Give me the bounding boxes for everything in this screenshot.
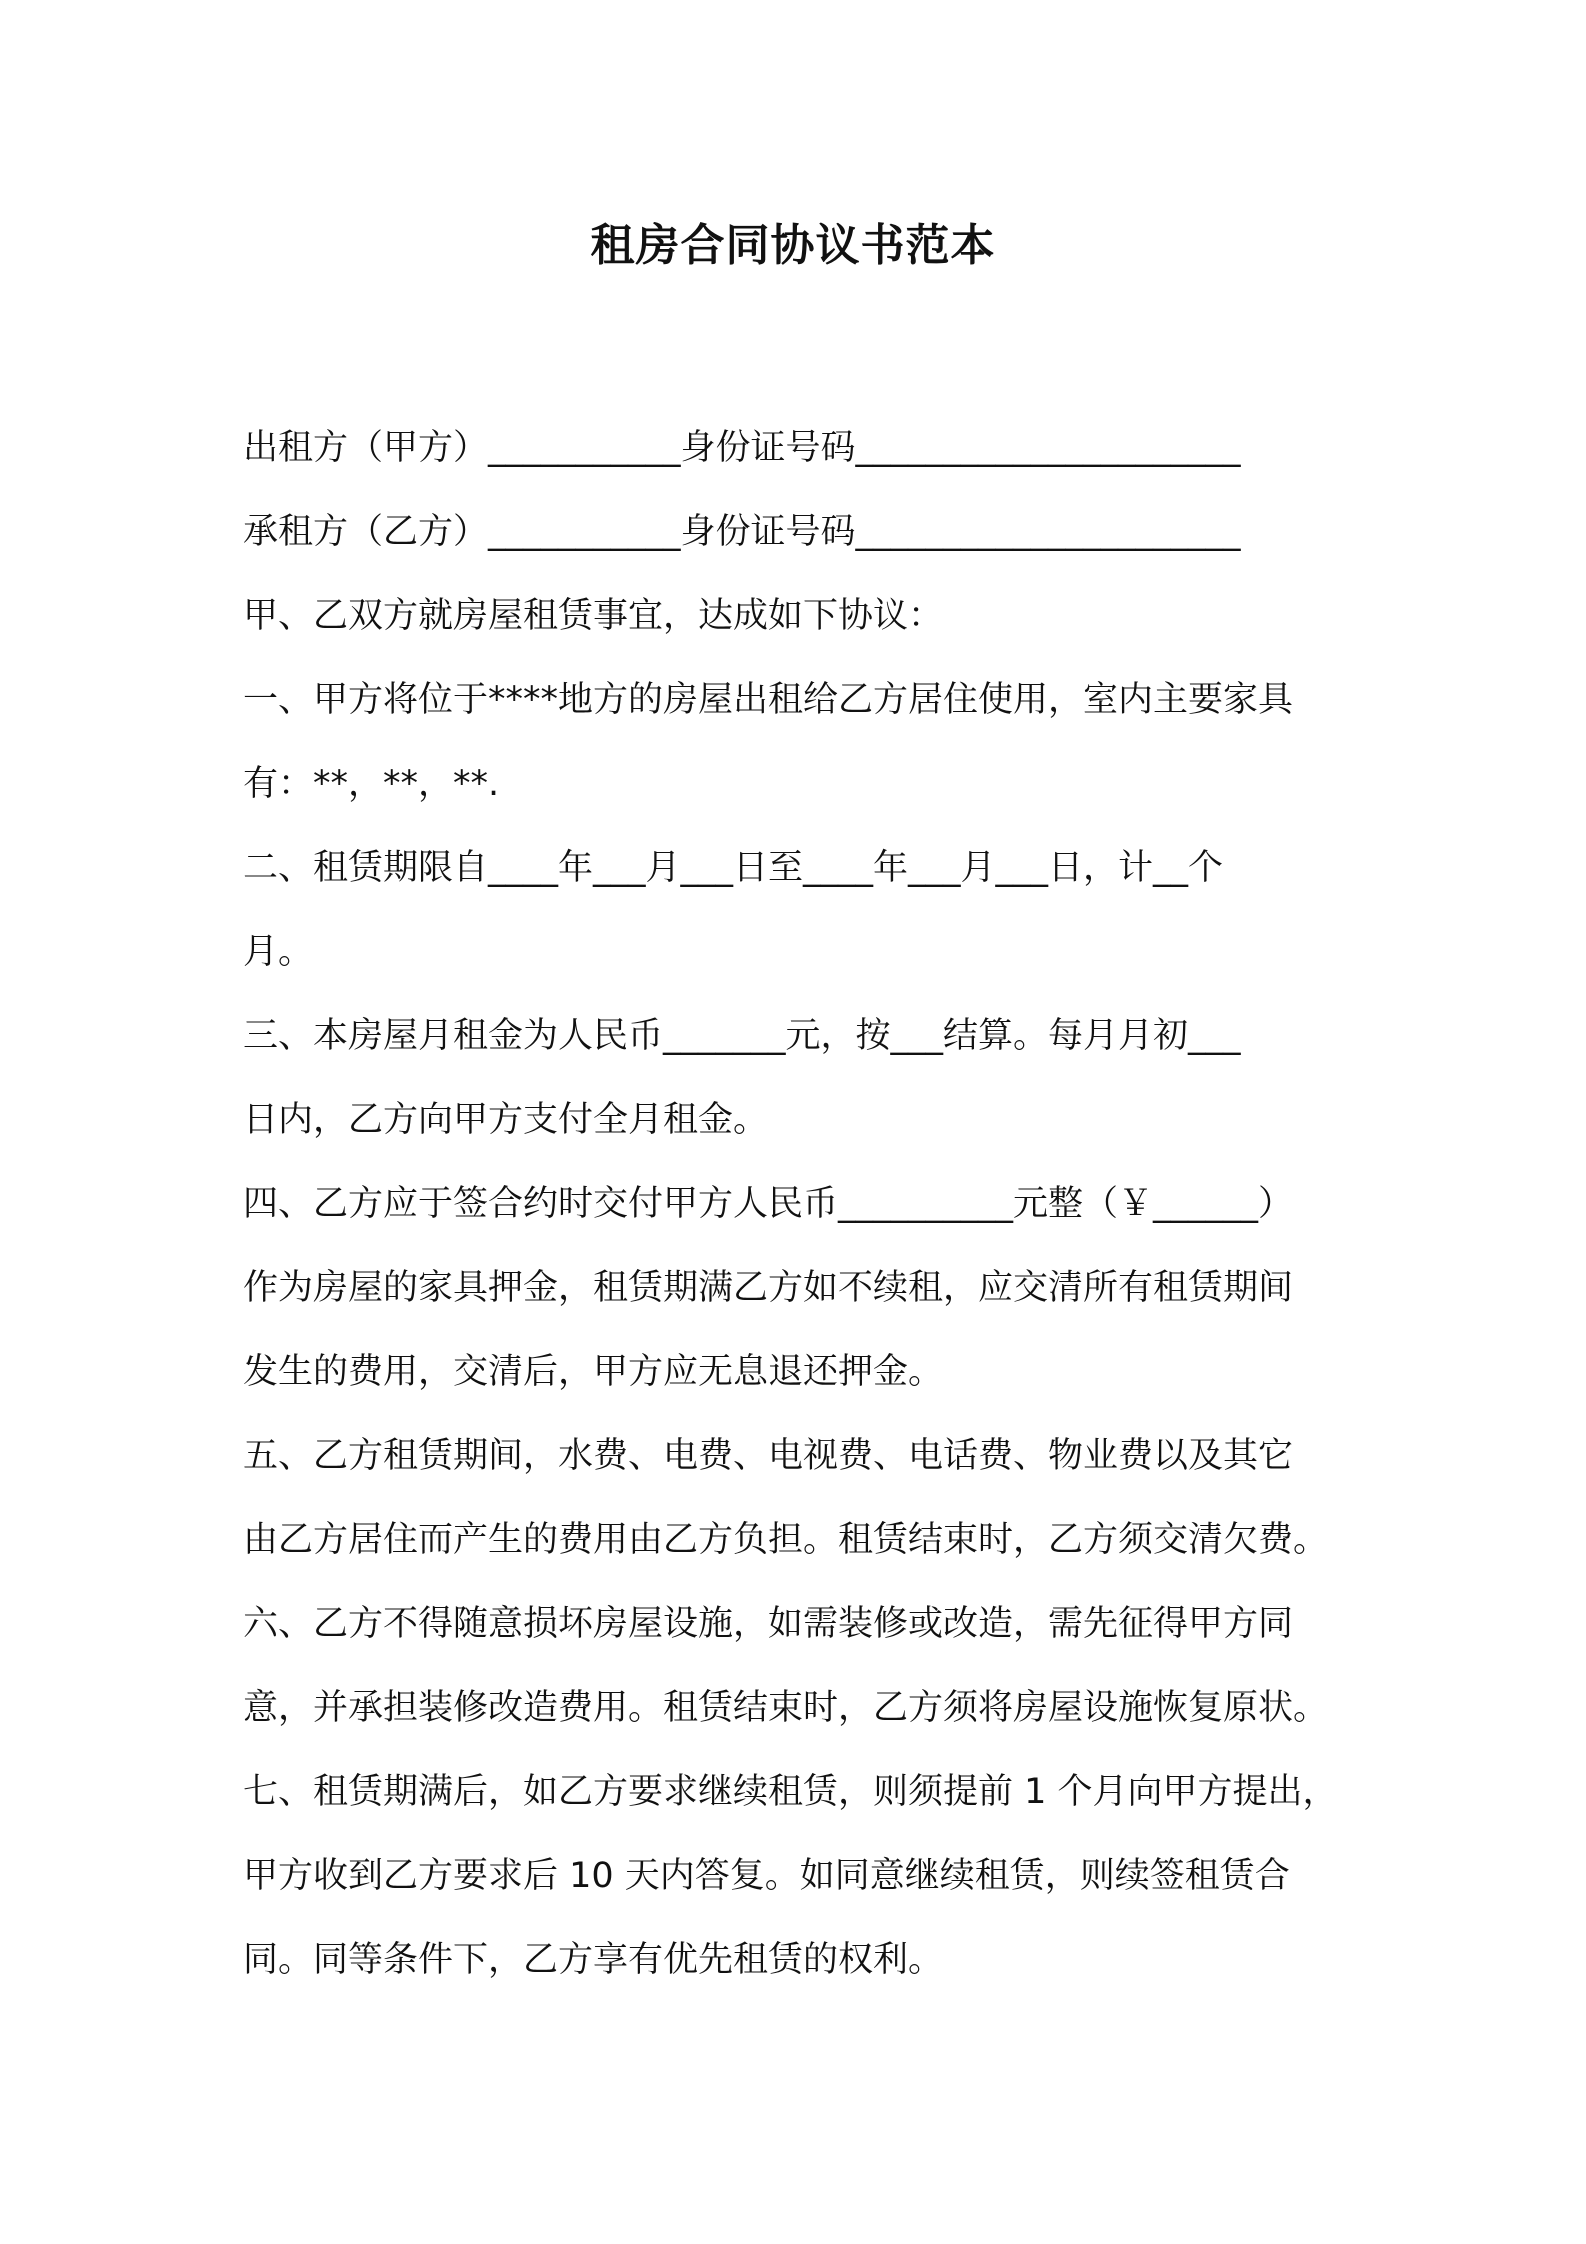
clause-6-line-2: 意，并承担装修改造费用。租赁结束时，乙方须将房屋设施恢复原状。 xyxy=(243,1688,1329,1728)
lessee-line: 承租方（乙方）___________身份证号码______________________ xyxy=(243,512,1241,552)
document-body xyxy=(243,406,1353,2002)
document-title: 租房合同协议书范本 xyxy=(590,220,996,271)
clause-7-line-2: 甲方收到乙方要求后 10 天内答复。如同意继续租赁，则续签租赁合 xyxy=(243,1856,1290,1896)
clause-2-line-1: 二、租赁期限自____年___月___日至____年___月___日，计__个 xyxy=(243,848,1224,888)
lessor-line: 出租方（甲方）___________身份证号码______________________ xyxy=(243,428,1241,468)
clause-5-line-1: 五、乙方租赁期间，水费、电费、电视费、电话费、物业费以及其它 xyxy=(243,1436,1294,1476)
clause-7-line-1: 七、租赁期满后，如乙方要求继续租赁，则须提前 1 个月向甲方提出， xyxy=(243,1772,1338,1812)
clause-7-line-3: 同。同等条件下，乙方享有优先租赁的权利。 xyxy=(243,1940,944,1980)
clause-4-line-2: 作为房屋的家具押金，租赁期满乙方如不续租，应交清所有租赁期间 xyxy=(243,1268,1294,1308)
clause-3-line-1: 三、本房屋月租金为人民币_______元，按___结算。每月月初___ xyxy=(243,1016,1241,1056)
clause-6-line-1: 六、乙方不得随意损坏房屋设施，如需装修或改造，需先征得甲方同 xyxy=(243,1604,1294,1644)
agreement-intro: 甲、乙双方就房屋租赁事宜，达成如下协议： xyxy=(243,596,944,636)
clause-2-line-2: 月。 xyxy=(243,932,314,972)
clause-5-line-2: 由乙方居住而产生的费用由乙方负担。租赁结束时，乙方须交清欠费。 xyxy=(243,1520,1329,1560)
clause-3-line-2: 日内，乙方向甲方支付全月租金。 xyxy=(243,1100,769,1140)
clause-4-line-1: 四、乙方应于签合约时交付甲方人民币__________元整（￥______） xyxy=(243,1184,1294,1224)
clause-1-line-1: 一、甲方将位于****地方的房屋出租给乙方居住使用，室内主要家具 xyxy=(243,680,1294,720)
clause-1-line-2: 有：**，**，**. xyxy=(243,764,500,804)
clause-4-line-3: 发生的费用，交清后，甲方应无息退还押金。 xyxy=(243,1352,944,1392)
